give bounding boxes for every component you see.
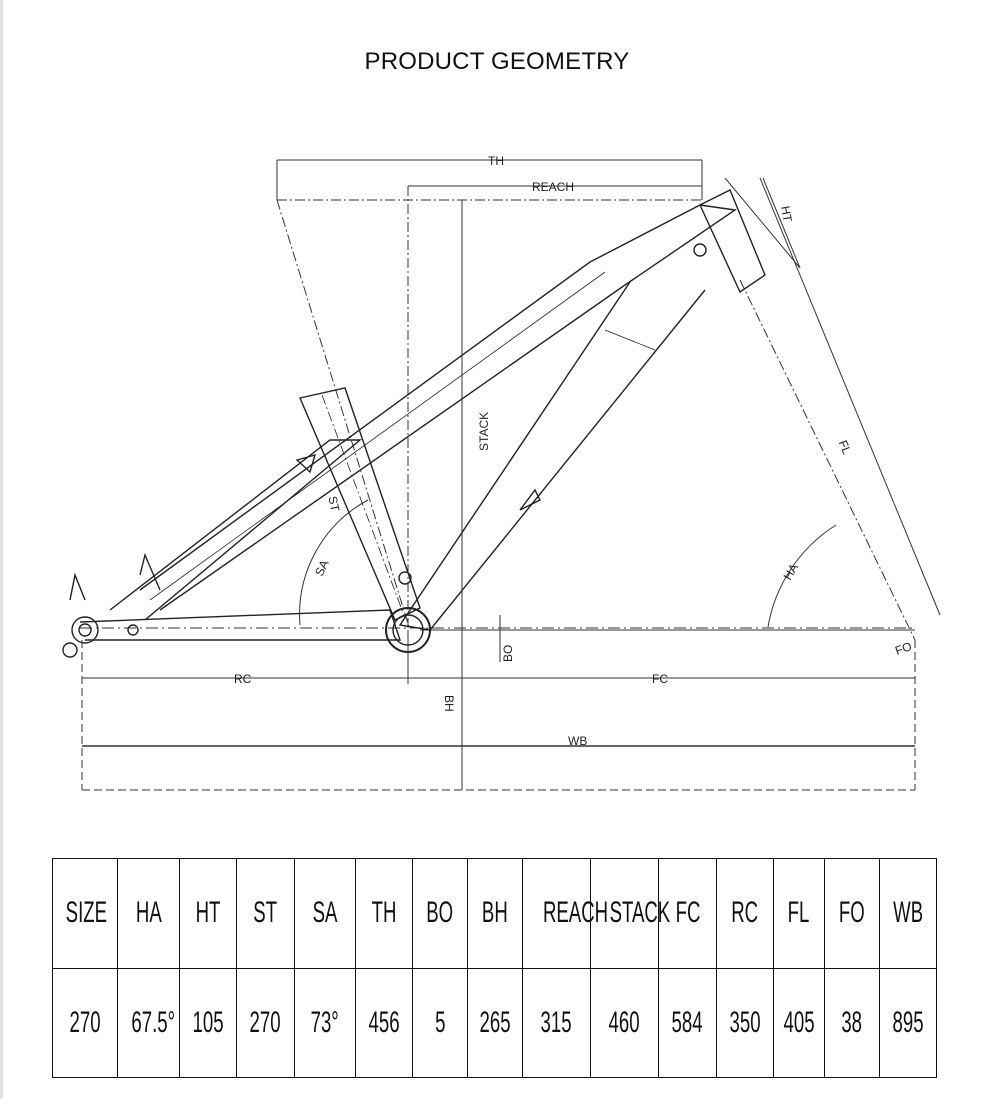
label-rc: RC [234,672,252,686]
header-cell: WB [880,859,937,969]
header-cell: FO [825,859,880,969]
label-stack: STACK [477,411,491,451]
bike-frame-outline [63,190,765,657]
value-cell: 895 [880,968,937,1078]
label-bo: BO [501,644,515,662]
value-cell: 270 [53,968,118,1078]
value-cell: 73° [295,968,356,1078]
label-st: ST [325,494,343,513]
value-cell: 270 [237,968,295,1078]
header-cell: STACK [591,859,659,969]
header-cell: HT [180,859,237,969]
header-cell: HA [118,859,180,969]
value-cell: 5 [413,968,468,1078]
label-ht: HT [778,204,795,224]
value-cell: 105 [180,968,237,1078]
header-cell: BO [413,859,468,969]
sa-angle-arc [300,500,368,625]
value-cell: 315 [523,968,591,1078]
header-cell: FL [774,859,825,969]
label-fc: FC [652,672,668,686]
header-cell: FC [659,859,717,969]
page-title: PRODUCT GEOMETRY [364,48,630,75]
geometry-table [52,858,937,1078]
ha-angle-arc [768,525,836,627]
value-cell: 38 [825,968,880,1078]
value-cell: 67.5° [118,968,180,1078]
label-reach: REACH [532,180,575,194]
value-cell: 350 [717,968,774,1078]
header-cell: TH [356,859,413,969]
value-cell: 456 [356,968,413,1078]
value-cell: 405 [774,968,825,1078]
label-fo: FO [893,639,914,658]
header-cell: ST [237,859,295,969]
fl-dimension-line [760,178,940,615]
label-wb: WB [568,734,588,748]
header-cell: SA [295,859,356,969]
label-th: TH [488,154,504,168]
table-header-row [53,859,937,969]
header-cell: REACH [523,859,591,969]
header-cell: BH [468,859,523,969]
label-ha: HA [780,561,802,583]
header-cell: SIZE [53,859,118,969]
value-cell: 460 [591,968,659,1078]
label-bh: BH [442,695,456,712]
table-value-row [53,968,937,1078]
label-sa: SA [312,557,332,579]
header-cell: RC [717,859,774,969]
value-cell: 584 [659,968,717,1078]
value-cell: 265 [468,968,523,1078]
label-fl: FL [835,438,854,457]
